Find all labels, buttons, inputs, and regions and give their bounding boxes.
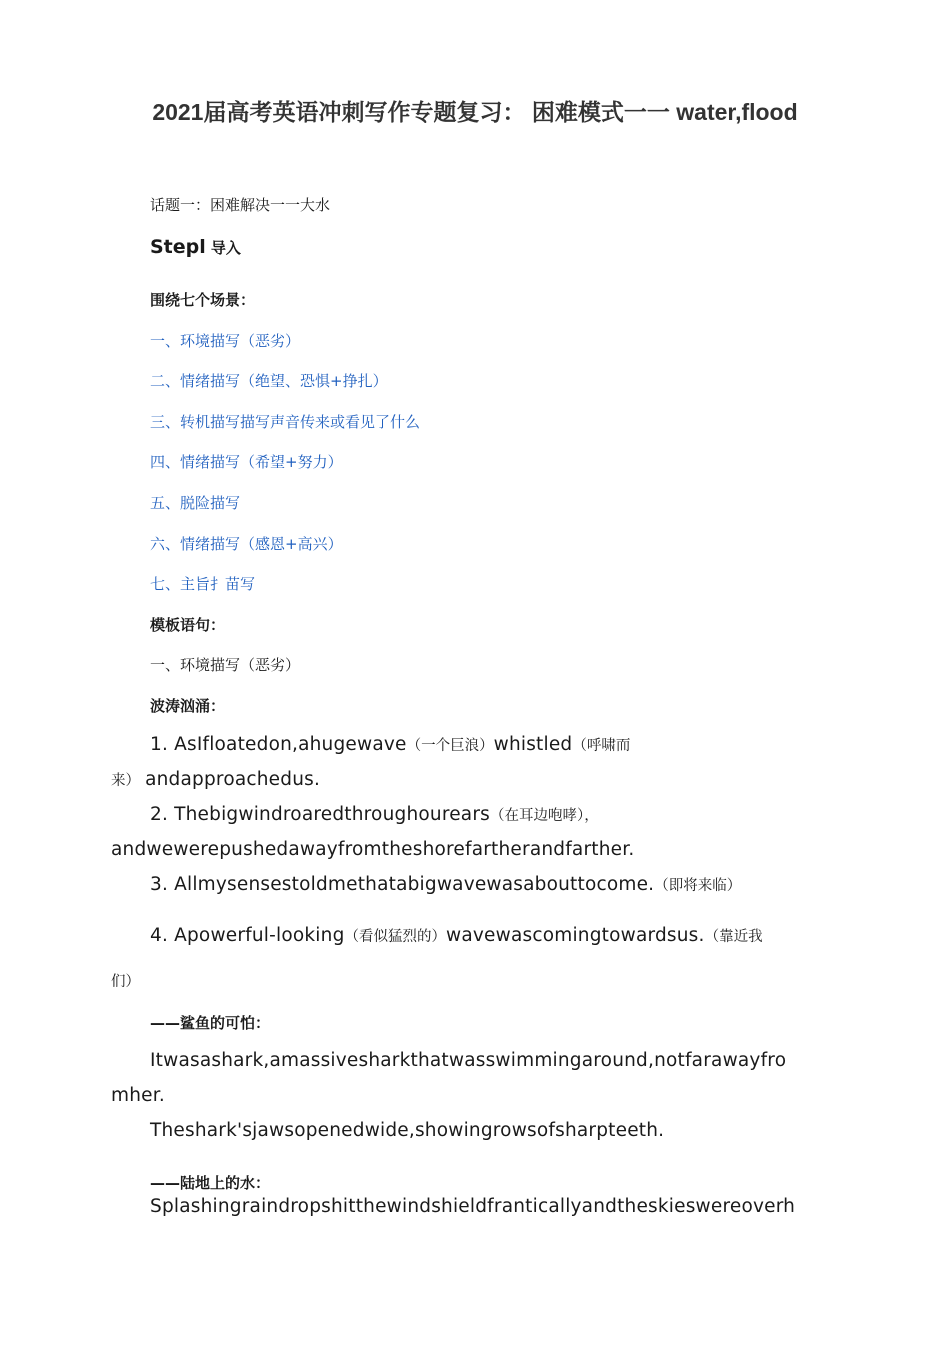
shark-sentence-1-line-1: Itwasashark,amassivesharkthatwasswimmingaround,notfarawayfro (150, 1050, 787, 1071)
sentence-2-line-2: andwewerepushedawayfromtheshorefartherandfarther. (111, 839, 635, 860)
shark-sentence-2: Theshark'sjawsopenedwide,showingrowsofsharpteeth. (150, 1120, 665, 1141)
scene-item: 四、情绪描写（希望+努力） (150, 453, 343, 471)
step-heading (150, 236, 241, 258)
subsection-heading: 一、环境描写（恶劣） (150, 656, 301, 674)
waves-heading: 波涛汹涌： (150, 697, 226, 715)
scene-item: 二、情绪描写（绝望、恐惧+挣扎） (150, 372, 388, 390)
sentence-text: 2. Thebigwindroaredthroughourears (150, 804, 490, 825)
sentence-4-line-2: 们） (111, 974, 140, 990)
step-text: 导入 (210, 239, 241, 257)
gloss-text: （一个巨浪） (406, 738, 494, 754)
sentence-text: whistled (493, 734, 573, 755)
shark-sentence-1-line-2: mher. (111, 1085, 165, 1106)
gloss-text: （即将来临） (654, 878, 742, 894)
scene-item: 一、环境描写（恶劣） (150, 332, 301, 350)
shark-heading: ——鲨鱼的可怕： (150, 1014, 271, 1032)
gloss-text: （呼啸而 (572, 738, 631, 754)
gloss-text: （在耳边咆哮）， (489, 808, 599, 824)
gloss-text: （靠近我 (704, 929, 763, 945)
sentence-4-line-1 (150, 925, 763, 946)
sentence-1-line-2 (111, 769, 320, 790)
sentence-text: 4. Apowerful-looking (150, 925, 345, 946)
topic-line: 话题一：困难解决一一大水 (150, 196, 331, 214)
gloss-text: 来） (111, 773, 140, 789)
sentence-1-line-1 (150, 734, 630, 755)
sentence-text: 1. AsIfloatedon,ahugewave (150, 734, 407, 755)
scene-item: 三、转机描写描写声音传来或看见了什么 (150, 413, 421, 431)
sentence-text: 3. Allmysensestoldmethatabigwavewasabouttocome. (150, 874, 655, 895)
scene-item: 五、脱险描写 (150, 494, 241, 512)
document-title: 2021届高考英语冲刺写作专题复习： 困难模式一一 water,flood (152, 99, 798, 125)
land-water-sentence: Splashingraindropshitthewindshieldfranticallyandtheskieswereoverh (150, 1196, 796, 1217)
scenes-heading: 围绕七个场景： (150, 291, 256, 309)
sentence-text: andapproachedus. (145, 769, 321, 790)
scene-item: 七、主旨扌苗写 (150, 575, 256, 593)
sentence-2-line-1 (150, 804, 599, 825)
scene-item: 六、情绪描写（感恩+高兴） (150, 535, 343, 553)
template-heading: 模板语句： (150, 616, 226, 634)
sentence-text: wavewascomingtowardsus. (446, 925, 705, 946)
sentence-3 (150, 874, 741, 895)
land-water-heading: ——陆地上的水： (150, 1174, 271, 1192)
step-label: Stepl (150, 236, 206, 258)
gloss-text: （看似猛烈的） (344, 929, 447, 945)
